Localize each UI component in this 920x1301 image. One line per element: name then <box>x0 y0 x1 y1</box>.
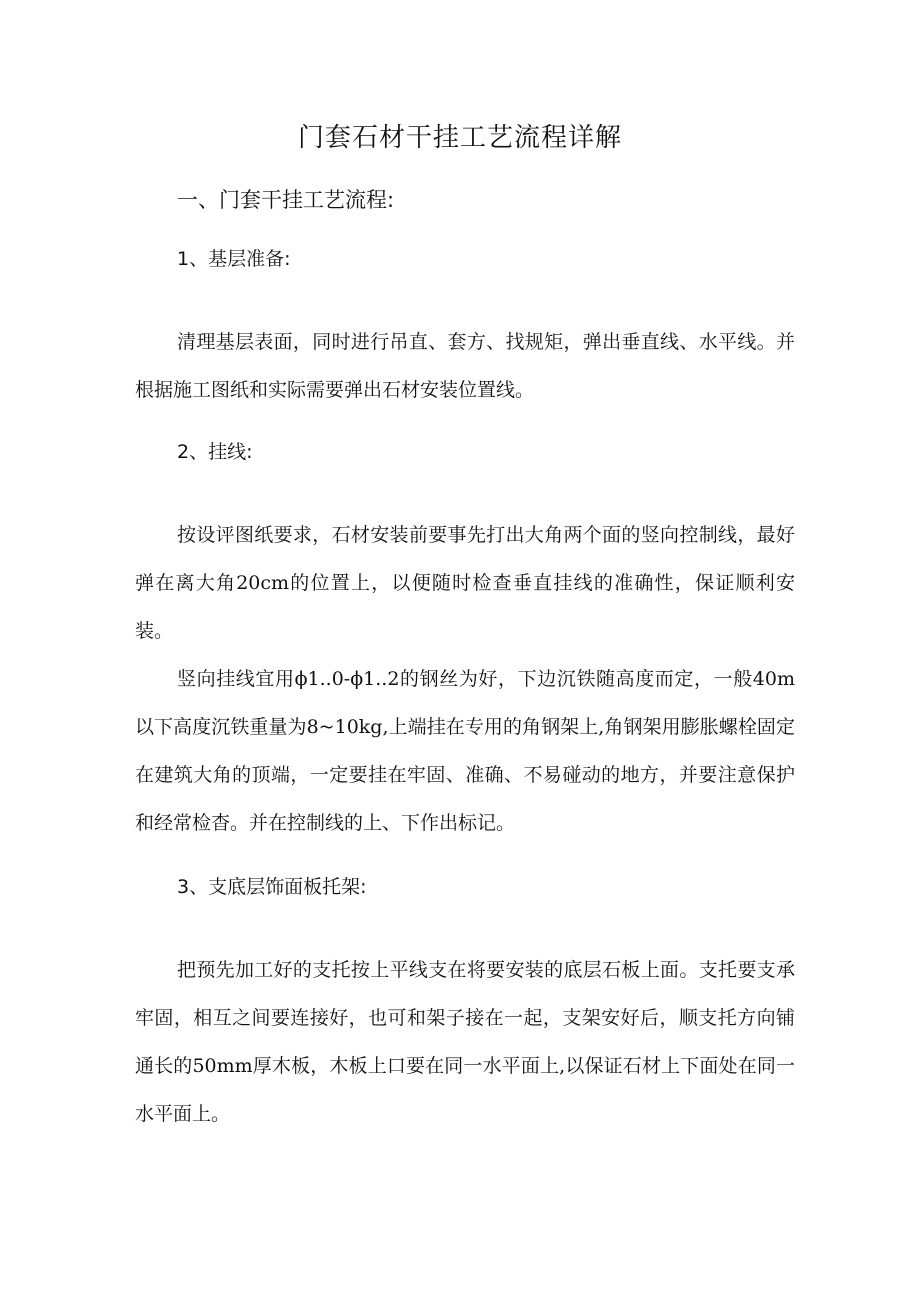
step-2-paragraph-1: 按设评图纸要求，石材安装前要事先打出大角两个面的竖向控制线，最好弹在离大角20cm的位置上，以便随时检查垂直挂线的准确性，保证顺利安装。 <box>135 524 795 642</box>
step-heading-3: 3、支底层饰面板托架: <box>177 876 367 898</box>
step-heading-1: 1、基层准备: <box>177 248 291 270</box>
document-title: 门套石材干挂工艺流程详解 <box>297 123 622 153</box>
section-heading-1: 一、门套干挂工艺流程: <box>177 188 395 212</box>
step-heading-2: 2、挂线: <box>177 441 253 463</box>
step-1-paragraph: 清理基层表面，同时进行吊直、套方、找规矩，弹出垂直线、水平线。并根据施工图纸和实际需要弹出石材安装位置线。 <box>135 331 795 401</box>
step-3-paragraph: 把预先加工好的支托按上平线支在将要安装的底层石板上面。支托要支承牢固，相互之间要连接好，也可和架子接在一起，支架安好后，顺支托方向铺通长的50mm厚木板，木板上口要在同一水平面上,以保证石材上下面处在同一水平面上。 <box>135 959 795 1125</box>
step-2-paragraph-2: 竖向挂线宜用ϕ1..0-ϕ1..2的钢丝为好，下边沉铁随高度而定，一般40m以下高度沉铁重量为8~10kg,上端挂在专用的角钢架上,角钢架用膨胀螺栓固定在建筑大角的顶端，一定要挂在牢固、准确、不易碰动的地方，并要注意保护和经常检杳。并在控制线的上、下作出标记。 <box>135 668 795 834</box>
